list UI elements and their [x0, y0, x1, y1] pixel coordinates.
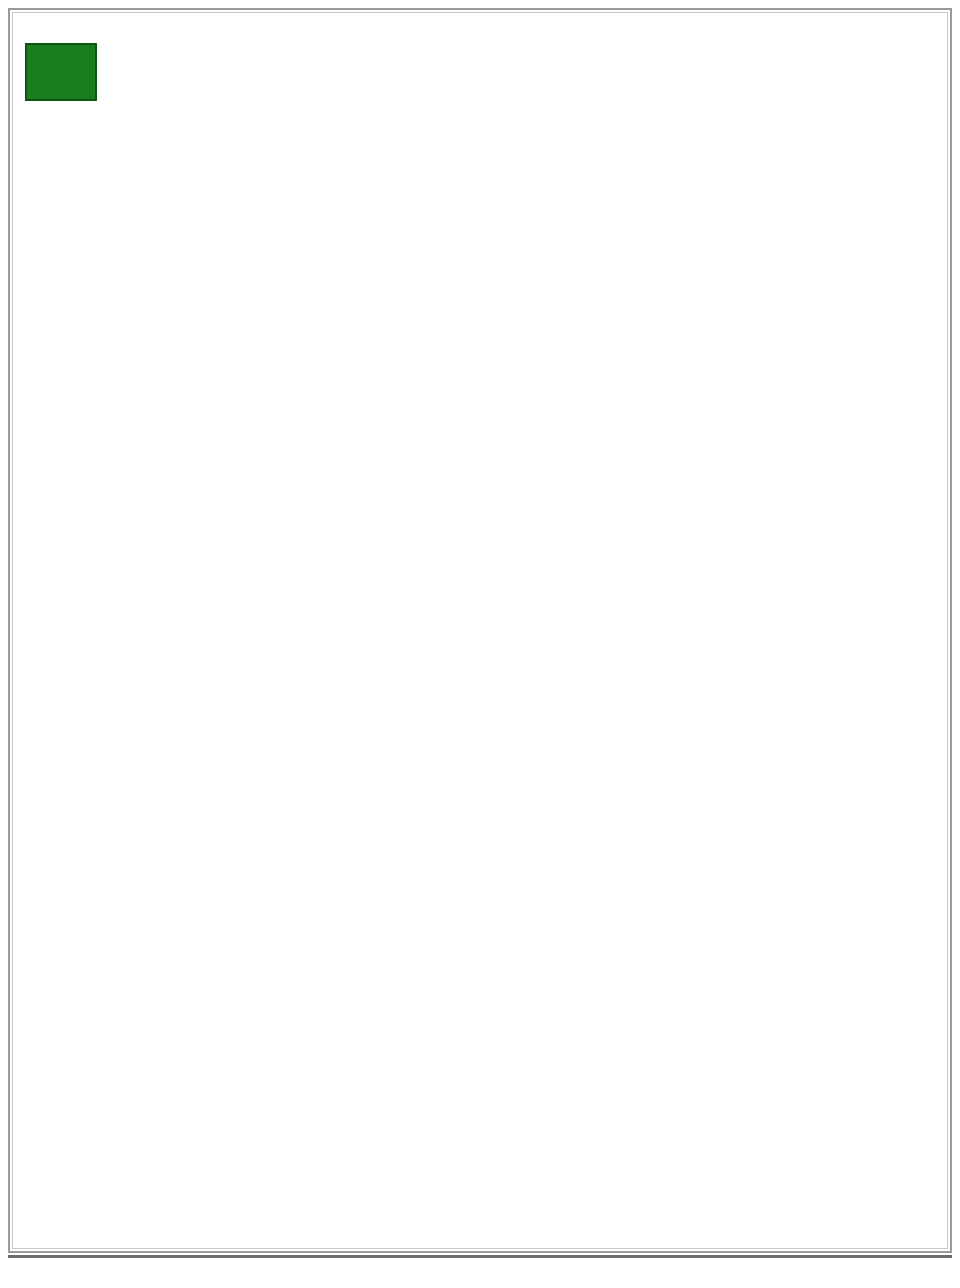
footer-divider [8, 1255, 952, 1258]
question-badge [25, 43, 97, 101]
page-frame [8, 8, 952, 1253]
